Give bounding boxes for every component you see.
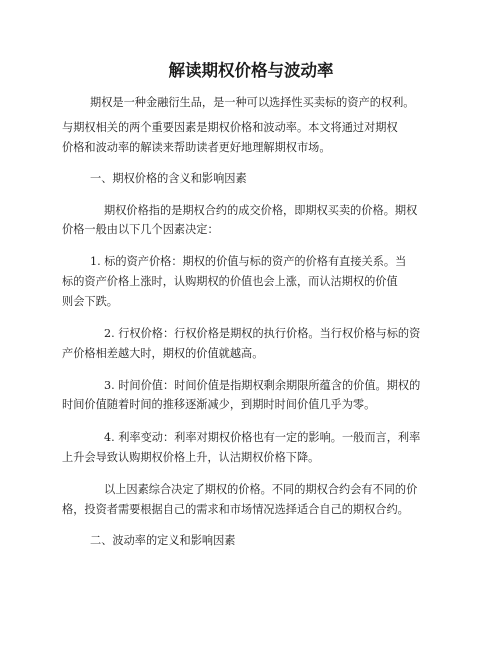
section-heading-1: 一、期权价格的含义和影响因素	[90, 172, 247, 185]
list-item-2-line-1: 2. 行权价格：行权价格是期权的执行价格。当行权价格与标的资	[104, 327, 421, 340]
intro-line-3: 价格和波动率的解读来帮助读者更好地理解期权市场。	[62, 141, 331, 154]
list-item-1-line-2: 标的资产价格上涨时，认购期权的价值也会上涨，而认沽期权的价值	[62, 275, 398, 288]
section-heading-2: 二、波动率的定义和影响因素	[90, 534, 236, 547]
list-item-4-line-1: 4. 利率变动：利率对期权价格也有一定的影响。一般而言，利率	[104, 431, 421, 444]
list-item-4-line-2: 上升会导致认购期权价格上升，认沽期权价格下降。	[62, 451, 320, 464]
list-item-1-line-3: 则会下跌。	[62, 295, 118, 308]
document-title: 解读期权价格与波动率	[168, 61, 334, 80]
intro-line-2: 与期权相关的两个重要因素是期权价格和波动率。本文将通过对期权	[62, 121, 398, 134]
summary-line-2: 格，投资者需要根据自己的需求和市场情况选择适合自己的期权合约。	[62, 503, 409, 516]
list-item-3-line-2: 时间价值随着时间的推移逐渐减少，到期时时间价值几乎为零。	[62, 398, 376, 411]
list-item-2-line-2: 产价格相差越大时，期权的价值就越高。	[62, 347, 264, 360]
summary-line-1: 以上因素综合决定了期权的价格。不同的期权合约会有不同的价	[104, 483, 418, 496]
intro-line-1: 期权是一种金融衍生品，是一种可以选择性买卖标的资产的权利。	[90, 96, 415, 109]
paragraph-line: 期权价格指的是期权合约的成交价格，即期权买卖的价格。期权	[104, 204, 418, 217]
paragraph-line: 价格一般由以下几个因素决定：	[62, 223, 219, 236]
list-item-1-line-1: 1. 标的资产价格：期权的价值与标的资产的价格有直接关系。当	[90, 255, 407, 268]
list-item-3-line-1: 3. 时间价值：时间价值是指期权剩余期限所蕴含的价值。期权的	[104, 379, 421, 392]
